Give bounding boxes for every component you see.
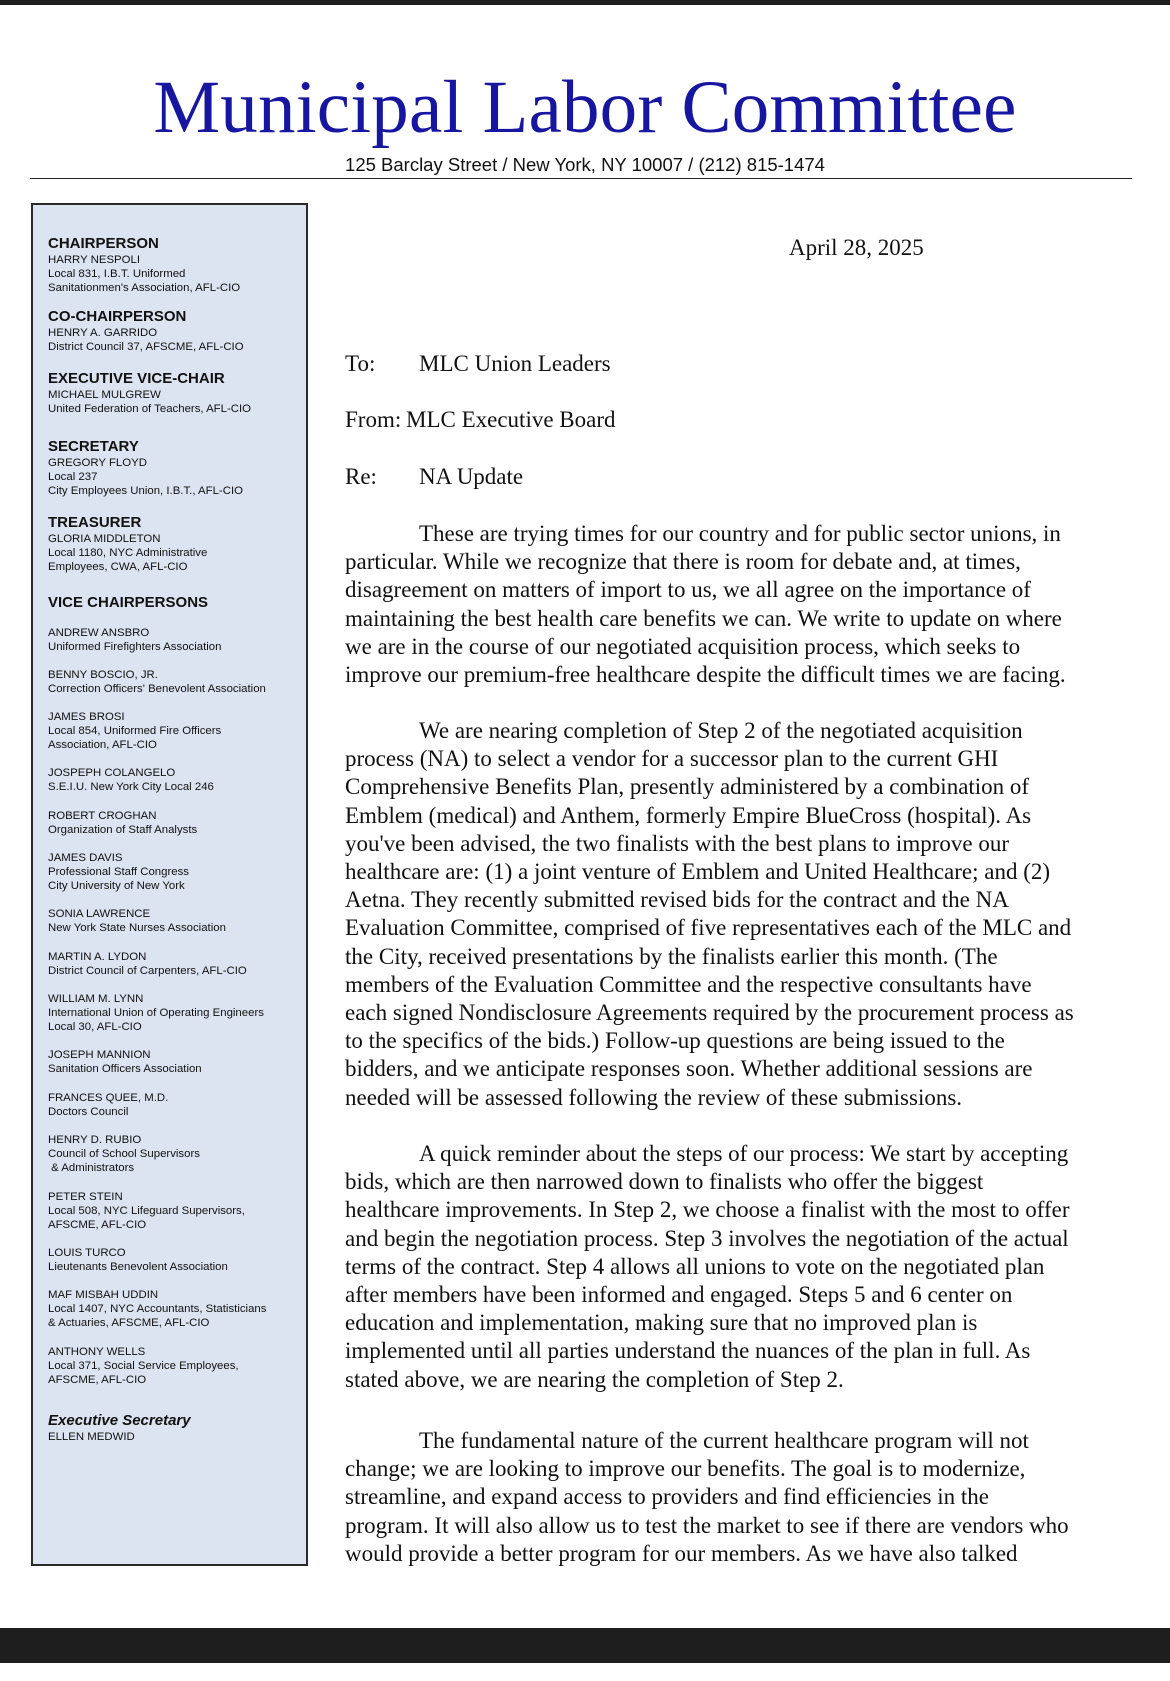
body-line: These are trying times for our country and for public sector unions, in (419, 521, 1061, 546)
vice-chair-affiliation: AFSCME, AFL-CIO (48, 1219, 147, 1231)
vice-chair-affiliation: AFSCME, AFL-CIO (48, 1374, 147, 1386)
executive-secretary-title: Executive Secretary (48, 1412, 191, 1429)
vice-chair-affiliation: Local 30, AFL-CIO (48, 1021, 142, 1033)
vice-chair-name: JOSEPH MANNION (48, 1049, 151, 1061)
vice-chair-name: JAMES DAVIS (48, 852, 123, 864)
vice-chair-entry (48, 668, 306, 696)
body-line: particular. While we recognize that there is room for debate and, at times, (345, 549, 1021, 575)
vice-chair-name: MAF MISBAH UDDIN (48, 1289, 159, 1301)
vice-chair-entry (48, 1190, 306, 1232)
vice-chair-name: ANDREW ANSBRO (48, 627, 150, 639)
body-line: implemented until all parties understand the nuances of the plan in full. As (345, 1338, 1031, 1364)
vice-chair-affiliation: Organization of Staff Analysts (48, 824, 198, 836)
memo-from-value: MLC Executive Board (406, 407, 616, 432)
vice-chair-entry (48, 626, 306, 654)
officer-executive-vice-chair (48, 370, 306, 416)
body-line: terms of the contract. Step 4 allows all unions to vote on the negotiated plan (345, 1253, 1045, 1279)
officer-name: GREGORY FLOYD (48, 457, 147, 469)
officer-chairperson (48, 235, 306, 295)
vice-chair-affiliation: Doctors Council (48, 1106, 129, 1118)
vice-chair-name: JAMES BROSI (48, 711, 125, 723)
memo-date: April 28, 2025 (789, 235, 924, 260)
body-line: you've been advised, the two finalists with the best plans to improve our (345, 830, 1009, 856)
officer-title: TREASURER (48, 514, 142, 531)
vice-chair-entry (48, 992, 306, 1034)
vice-chair-affiliation: Professional Staff Congress (48, 866, 189, 878)
body-line: healthcare are: (1) a joint venture of Emblem and United Healthcare; and (2) (345, 859, 1051, 885)
vice-chair-name: BENNY BOSCIO, JR. (48, 669, 158, 681)
body-line: members of the Evaluation Committee and the respective consultants have (345, 971, 1032, 997)
officer-name: MICHAEL MULGREW (48, 389, 161, 401)
vice-chair-name: ANTHONY WELLS (48, 1346, 146, 1358)
body-line: Evaluation Committee, comprised of five representatives each of the MLC and (345, 915, 1072, 941)
letterhead-divider (30, 178, 1132, 179)
vice-chair-entry (48, 950, 306, 978)
vice-chair-affiliation: City University of New York (48, 880, 185, 892)
vice-chairpersons-heading-block (48, 594, 306, 612)
vice-chair-affiliation: District Council of Carpenters, AFL-CIO (48, 965, 247, 977)
vice-chair-name: HENRY D. RUBIO (48, 1134, 142, 1146)
vice-chairpersons-heading: VICE CHAIRPERSONS (48, 594, 209, 611)
officer-affiliation: Sanitationmen's Association, AFL-CIO (48, 282, 241, 294)
officer-title: CHAIRPERSON (48, 235, 159, 252)
vice-chair-name: WILLIAM M. LYNN (48, 993, 144, 1005)
memo-to-value: MLC Union Leaders (419, 351, 611, 376)
vice-chair-entry (48, 809, 306, 837)
vice-chair-affiliation: Association, AFL-CIO (48, 739, 157, 751)
body-line: program. It will also allow us to test the market to see if there are vendors who (345, 1512, 1069, 1538)
vice-chair-entry (48, 1133, 306, 1175)
body-line: needed will be assessed following the review of these submissions. (345, 1084, 963, 1110)
body-line: to the specifics of the bids.) Follow-up questions are being issued to the (345, 1028, 1005, 1054)
vice-chair-entry (48, 1345, 306, 1387)
officer-affiliation: Employees, CWA, AFL-CIO (48, 561, 188, 573)
body-line: and begin the negotiation process. Step 3 involves the negotiation of the actual (345, 1225, 1069, 1251)
vice-chair-name: JOSPEPH COLANGELO (48, 767, 176, 779)
vice-chair-name: PETER STEIN (48, 1191, 123, 1203)
vice-chair-entry (48, 1288, 306, 1330)
vice-chair-affiliation: International Union of Operating Engineers (48, 1007, 264, 1019)
vice-chair-affiliation: Local 508, NYC Lifeguard Supervisors, (48, 1205, 245, 1217)
vice-chair-affiliation: & Administrators (48, 1162, 135, 1174)
officer-name: GLORIA MIDDLETON (48, 533, 161, 545)
body-line: Comprehensive Benefits Plan, presently administered by a combination of (345, 774, 1030, 800)
memo-re-value: NA Update (419, 464, 524, 489)
vice-chair-entry (48, 766, 306, 794)
vice-chair-name: MARTIN A. LYDON (48, 951, 147, 963)
body-line: healthcare improvements. In Step 2, we choose a finalist with the most to offer (345, 1197, 1070, 1223)
memo-to-label: To: (345, 351, 376, 376)
body-paragraph-4 (345, 1427, 1135, 1568)
letterhead-title: Municipal Labor Committee (153, 66, 1017, 149)
vice-chair-affiliation: Correction Officers' Benevolent Association (48, 683, 266, 695)
body-line: we are in the course of our negotiated acquisition process, which seeks to (345, 633, 1021, 659)
vice-chair-affiliation: Local 1407, NYC Accountants, Statisticians (48, 1303, 267, 1315)
body-paragraph-2 (345, 717, 1135, 1112)
body-line: improve our premium-free healthcare despite the difficult times we are facing. (345, 662, 1066, 688)
executive-secretary-block (48, 1412, 306, 1444)
body-line: stated above, we are nearing the completion of Step 2. (345, 1366, 844, 1392)
body-line: Aetna. They recently submitted revised bids for the contract and the NA (345, 887, 1009, 913)
officer-secretary (48, 438, 306, 498)
vice-chair-entry (48, 1091, 306, 1119)
body-line: disagreement on matters of import to us, we all agree on the importance of (345, 577, 1031, 603)
vice-chair-entry (48, 710, 306, 752)
officer-co-chairperson (48, 308, 306, 354)
officer-affiliation: Local 237 (48, 471, 98, 483)
memo-re-label: Re: (345, 464, 377, 489)
vice-chair-entry (48, 1246, 306, 1274)
officers-sidebar (31, 203, 308, 1566)
body-line: the City, received presentations by the finalists earlier this month. (The (345, 943, 998, 969)
vice-chair-name: LOUIS TURCO (48, 1247, 126, 1259)
vice-chair-affiliation: Lieutenants Benevolent Association (48, 1261, 228, 1273)
officer-title: EXECUTIVE VICE-CHAIR (48, 370, 225, 387)
officer-treasurer (48, 514, 306, 574)
officer-name: HENRY A. GARRIDO (48, 327, 158, 339)
vice-chair-affiliation: Sanitation Officers Association (48, 1063, 202, 1075)
body-line: maintaining the best health care benefits we can. We write to update on where (345, 605, 1062, 631)
vice-chair-affiliation: Local 371, Social Service Employees, (48, 1360, 239, 1372)
vice-chair-name: SONIA LAWRENCE (48, 908, 151, 920)
letterhead-address: 125 Barclay Street / New York, NY 10007 / (212) 815-1474 (345, 154, 825, 175)
vice-chair-entry (48, 851, 306, 893)
vice-chair-entry (48, 907, 306, 935)
body-line: We are nearing completion of Step 2 of the negotiated acquisition (419, 718, 1023, 743)
vice-chair-affiliation: New York State Nurses Association (48, 922, 226, 934)
body-line: bidders, and we anticipate responses soon. Whether additional sessions are (345, 1056, 1033, 1082)
officer-affiliation: United Federation of Teachers, AFL-CIO (48, 403, 252, 415)
body-paragraph-3 (345, 1140, 1135, 1394)
vice-chair-affiliation: Local 854, Uniformed Fire Officers (48, 725, 222, 737)
executive-secretary-name: ELLEN MEDWID (48, 1431, 135, 1443)
body-line: The fundamental nature of the current healthcare program will not (419, 1428, 1029, 1453)
vice-chair-name: FRANCES QUEE, M.D. (48, 1092, 169, 1104)
body-line: streamline, and expand access to providers and find efficiencies in the (345, 1484, 989, 1510)
bottom-edge-bar (0, 1628, 1170, 1663)
officer-affiliation: City Employees Union, I.B.T., AFL-CIO (48, 485, 243, 497)
vice-chair-entry (48, 1048, 306, 1076)
body-line: A quick reminder about the steps of our process: We start by accepting (419, 1141, 1069, 1166)
body-line: Emblem (medical) and Anthem, formerly Empire BlueCross (hospital). As (345, 802, 1032, 828)
body-paragraph-1 (345, 520, 1135, 689)
body-line: each signed Nondisclosure Agreements required by the procurement process as (345, 1000, 1074, 1026)
vice-chair-affiliation: Council of School Supervisors (48, 1148, 200, 1160)
body-line: education and implementation, making sure that no improved plan is (345, 1310, 978, 1336)
vice-chair-affiliation: & Actuaries, AFSCME, AFL-CIO (48, 1317, 210, 1329)
officer-affiliation: Local 1180, NYC Administrative (48, 547, 208, 559)
officer-title: CO-CHAIRPERSON (48, 308, 187, 325)
top-edge-bar (0, 0, 1170, 5)
body-line: bids, which are then narrowed down to finalists who offer the biggest (345, 1169, 984, 1195)
vice-chair-affiliation: S.E.I.U. New York City Local 246 (48, 781, 214, 793)
body-line: would provide a better program for our members. As we have also talked (345, 1540, 1018, 1566)
vice-chair-name: ROBERT CROGHAN (48, 810, 157, 822)
vice-chair-affiliation: Uniformed Firefighters Association (48, 641, 222, 653)
officer-title: SECRETARY (48, 438, 139, 455)
officer-name: HARRY NESPOLI (48, 254, 141, 266)
memo-from-label: From: (345, 407, 402, 432)
officer-affiliation: Local 831, I.B.T. Uniformed (48, 268, 186, 280)
body-line: after members have been informed and engaged. Steps 5 and 6 center on (345, 1282, 1013, 1308)
body-line: change; we are looking to improve our benefits. The goal is to modernize, (345, 1456, 1026, 1482)
body-line: process (NA) to select a vendor for a successor plan to the current GHI (345, 746, 999, 772)
officer-affiliation: District Council 37, AFSCME, AFL-CIO (48, 341, 244, 353)
